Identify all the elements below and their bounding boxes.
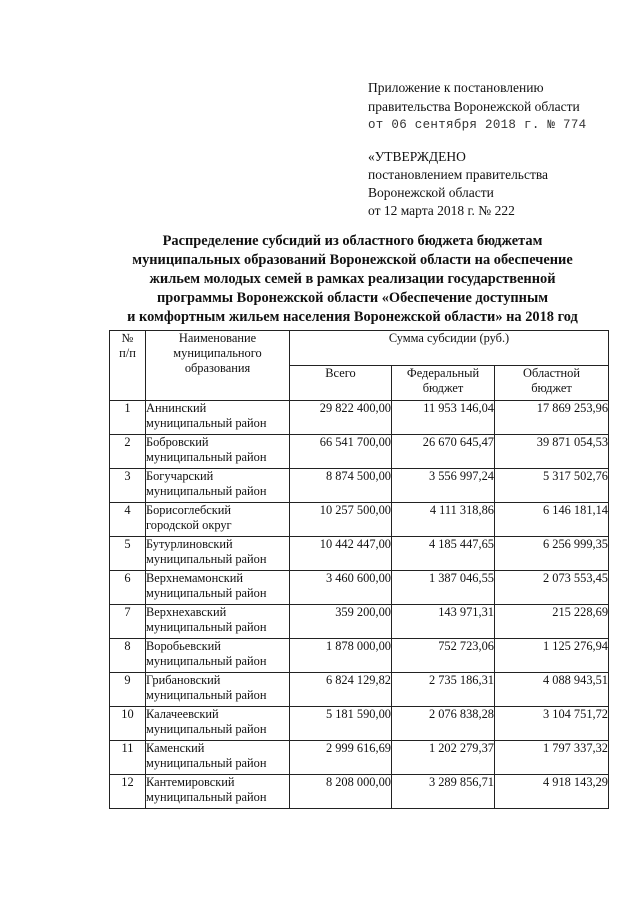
- municipality-name: [146, 605, 290, 639]
- table-row: [110, 605, 609, 639]
- federal-amount: 2 076 838,28: [392, 707, 495, 741]
- federal-amount: 11 953 146,04: [392, 401, 495, 435]
- row-number: 9: [110, 673, 146, 707]
- regional-amount: 215 228,69: [495, 605, 609, 639]
- table-row: [110, 707, 609, 741]
- municipality-name-line-1: Бутурлиновский: [146, 537, 233, 551]
- municipality-name: [146, 401, 290, 435]
- row-number: 10: [110, 707, 146, 741]
- federal-amount: 4 185 447,65: [392, 537, 495, 571]
- approved-line-2: постановлением правительства: [368, 167, 549, 182]
- regional-amount: 6 256 999,35: [495, 537, 609, 571]
- total-amount: 359 200,00: [290, 605, 392, 639]
- title-line-5: и комфортным жильем населения Воронежской области» на 2018 год: [127, 309, 578, 325]
- municipality-name-line-2: городской округ: [146, 518, 232, 532]
- document-title: [80, 232, 625, 327]
- header-number-line-1: №: [121, 331, 134, 345]
- title-line-4: программы Воронежской области «Обеспечение доступным: [156, 290, 549, 306]
- header-number-line-2: п/п: [119, 346, 136, 360]
- municipality-name: [146, 537, 290, 571]
- municipality-name-line-2: муниципальный район: [146, 654, 267, 668]
- header-municipality-line-3: образования: [184, 361, 251, 375]
- table-row: [110, 401, 609, 435]
- federal-amount: 1 387 046,55: [392, 571, 495, 605]
- row-number: 2: [110, 435, 146, 469]
- total-amount: 8 208 000,00: [290, 775, 392, 809]
- appendix-header: [368, 78, 630, 135]
- federal-amount: 2 735 186,31: [392, 673, 495, 707]
- row-number: 8: [110, 639, 146, 673]
- municipality-name-line-1: Аннинский: [146, 401, 207, 415]
- row-number: 11: [110, 741, 146, 775]
- row-number: 7: [110, 605, 146, 639]
- federal-amount: 752 723,06: [392, 639, 495, 673]
- municipality-name-line-1: Бобровский: [146, 435, 209, 449]
- municipality-name: [146, 707, 290, 741]
- municipality-name-line-2: муниципальный район: [146, 722, 267, 736]
- municipality-name-line-1: Борисоглебский: [146, 503, 232, 517]
- total-amount: 5 181 590,00: [290, 707, 392, 741]
- municipality-name-line-1: Кантемировский: [146, 775, 235, 789]
- header-municipality-line-1: Наименование: [178, 331, 257, 345]
- regional-amount: 39 871 054,53: [495, 435, 609, 469]
- municipality-name-line-1: Богучарский: [146, 469, 214, 483]
- header-municipality: [146, 331, 290, 401]
- total-amount: 10 257 500,00: [290, 503, 392, 537]
- municipality-name-line-1: Верхнехавский: [146, 605, 227, 619]
- appendix-line-2: правительства Воронежской области: [368, 99, 580, 114]
- municipality-name: [146, 469, 290, 503]
- approved-line-1: «УТВЕРЖДЕНО: [368, 149, 466, 164]
- header-federal-line-1: Федеральный: [406, 366, 480, 380]
- header-subsidy-sum: Сумма субсидии (руб.): [290, 331, 609, 366]
- total-amount: 1 878 000,00: [290, 639, 392, 673]
- header-federal: [392, 366, 495, 401]
- municipality-name-line-2: муниципальный район: [146, 416, 267, 430]
- title-line-3: жильем молодых семей в рамках реализации государственной: [149, 271, 556, 287]
- federal-amount: 1 202 279,37: [392, 741, 495, 775]
- federal-amount: 143 971,31: [392, 605, 495, 639]
- municipality-name: [146, 571, 290, 605]
- total-amount: 8 874 500,00: [290, 469, 392, 503]
- approved-line-4: от 12 марта 2018 г. № 222: [368, 203, 515, 218]
- table-row: [110, 469, 609, 503]
- table-body: [110, 401, 609, 809]
- municipality-name-line-1: Верхнемамонский: [146, 571, 243, 585]
- row-number: 12: [110, 775, 146, 809]
- regional-amount: 6 146 181,14: [495, 503, 609, 537]
- title-line-2: муниципальных образований Воронежской области на обеспечение: [132, 252, 573, 268]
- table-row: [110, 571, 609, 605]
- federal-amount: 4 111 318,86: [392, 503, 495, 537]
- regional-amount: 17 869 253,96: [495, 401, 609, 435]
- total-amount: 10 442 447,00: [290, 537, 392, 571]
- appendix-line-1: Приложение к постановлению: [368, 80, 544, 95]
- municipality-name-line-2: муниципальный район: [146, 688, 267, 702]
- header-number: [110, 331, 146, 401]
- municipality-name: [146, 741, 290, 775]
- regional-amount: 3 104 751,72: [495, 707, 609, 741]
- municipality-name: [146, 775, 290, 809]
- row-number: 1: [110, 401, 146, 435]
- approved-line-3: Воронежской области: [368, 185, 494, 200]
- regional-amount: 4 088 943,51: [495, 673, 609, 707]
- table-row: [110, 435, 609, 469]
- total-amount: 29 822 400,00: [290, 401, 392, 435]
- row-number: 4: [110, 503, 146, 537]
- regional-amount: 1 797 337,32: [495, 741, 609, 775]
- table-row: [110, 639, 609, 673]
- table-row: [110, 537, 609, 571]
- municipality-name-line-2: муниципальный район: [146, 620, 267, 634]
- municipality-name-line-1: Каменский: [146, 741, 205, 755]
- table-row: [110, 503, 609, 537]
- total-amount: 2 999 616,69: [290, 741, 392, 775]
- approved-block: [368, 148, 630, 220]
- municipality-name-line-1: Воробьевский: [146, 639, 221, 653]
- regional-amount: 1 125 276,94: [495, 639, 609, 673]
- total-amount: 66 541 700,00: [290, 435, 392, 469]
- total-amount: 6 824 129,82: [290, 673, 392, 707]
- municipality-name-line-2: муниципальный район: [146, 450, 267, 464]
- municipality-name-line-2: муниципальный район: [146, 484, 267, 498]
- table-row: [110, 775, 609, 809]
- total-amount: 3 460 600,00: [290, 571, 392, 605]
- regional-amount: 4 918 143,29: [495, 775, 609, 809]
- title-line-1: Распределение субсидий из областного бюджета бюджетам: [162, 233, 543, 249]
- municipality-name-line-2: муниципальный район: [146, 756, 267, 770]
- municipality-name-line-2: муниципальный район: [146, 552, 267, 566]
- row-number: 6: [110, 571, 146, 605]
- header-regional-line-1: Областной: [523, 366, 580, 380]
- header-regional: [495, 366, 609, 401]
- row-number: 5: [110, 537, 146, 571]
- header-regional-line-2: бюджет: [531, 381, 572, 395]
- municipality-name-line-1: Калачеевский: [146, 707, 219, 721]
- header-federal-line-2: бюджет: [422, 381, 464, 395]
- federal-amount: 3 289 856,71: [392, 775, 495, 809]
- municipality-name-line-2: муниципальный район: [146, 586, 267, 600]
- regional-amount: 5 317 502,76: [495, 469, 609, 503]
- municipality-name: [146, 639, 290, 673]
- regional-amount: 2 073 553,45: [495, 571, 609, 605]
- federal-amount: 3 556 997,24: [392, 469, 495, 503]
- subsidy-table: [109, 330, 609, 809]
- municipality-name: [146, 673, 290, 707]
- municipality-name-line-1: Грибановский: [146, 673, 221, 687]
- decree-date-stamp: от 06 сентября 2018 г. № 774: [368, 118, 587, 132]
- municipality-name-line-2: муниципальный район: [146, 790, 267, 804]
- table-row: [110, 741, 609, 775]
- municipality-name: [146, 503, 290, 537]
- header-total: Всего: [290, 366, 392, 401]
- municipality-name: [146, 435, 290, 469]
- row-number: 3: [110, 469, 146, 503]
- header-municipality-line-2: муниципального: [173, 346, 262, 360]
- table-row: [110, 673, 609, 707]
- federal-amount: 26 670 645,47: [392, 435, 495, 469]
